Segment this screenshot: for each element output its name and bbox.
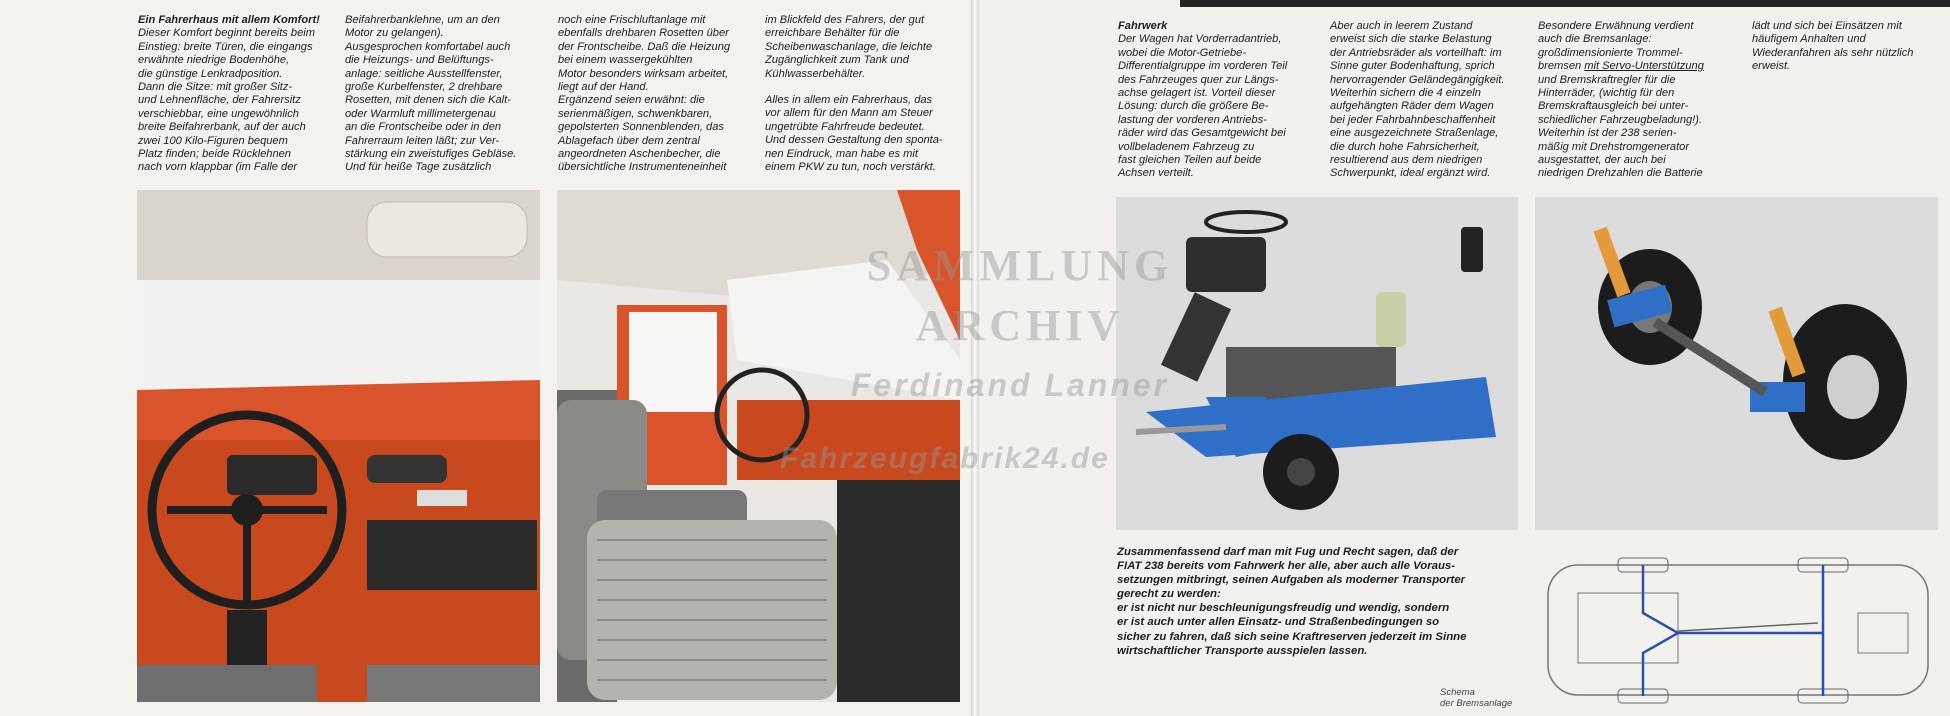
left-column-4 <box>765 14 965 187</box>
watermark-site: Fahrzeugfabrik24.de <box>780 442 1110 475</box>
chassis-heading: Fahrwerk <box>1118 20 1168 32</box>
right-column-3 <box>1538 20 1743 194</box>
left-column-3 <box>558 14 758 188</box>
right-column-1 <box>1118 20 1328 194</box>
brake-scheme-caption: Schema der Bremsanlage <box>1440 687 1513 709</box>
left-column-4-text-1: im Blickfeld des Fahrers, der gut erreichbare Behälter für die Scheibenwaschanlage, die leichte Zugänglichkeit zum Tank und Kühlwasserbehälter. <box>765 14 933 80</box>
page-fold <box>971 0 979 716</box>
dashboard-photo <box>137 190 540 702</box>
left-column-4-text-2: Alles in allem ein Fahrerhaus, das vor allem für den Mann am Steuer ungetrübte Fahrfreude bedeutet. Und dessen Gestaltung den sponta- nen Eindruck, man habe es mit einem PKW zu tun, noch verstärkt. <box>765 94 943 174</box>
top-edge-strip <box>1180 0 1950 7</box>
left-column-1-text: Dieser Komfort beginnt bereits beim Einstieg: breite Türen, die eingangs erwähnte niedrige Bodenhöhe, die günstige Lenkradposition. Dann die Sitze: mit großer Sitz- und Lehnenfläche, der Fahrersitz verschiebbar, eine ungewöhnlich breite Beifahrerbank, auf der auch zwei 100 Kilo-Figuren bequem Platz finden; beide Rücklehnen nach vorn klappbar (im Falle der <box>138 27 315 174</box>
right-column-4-text: lädt und sich bei Einsätzen mit häufigem Anhalten und Wiederanfahren als sehr nützlich erweist. <box>1752 20 1914 73</box>
right-column-3-text <box>1538 20 1743 181</box>
right-column-3-text-b: und Bremskraftregler für die Hinterräder, (wichtig für den Bremskraftausgleich bei unter- schiedlicher Fahrzeugbeladung!). Weiterhin ist der 238 serien- mäßig mit Drehstromgenerator ausgestattet, der auch bei niedrigen Drehzahlen die Batterie <box>1538 73 1703 180</box>
brake-system-schematic <box>1538 553 1938 708</box>
cab-comfort-heading: Ein Fahrerhaus mit allem Komfort! <box>138 14 320 26</box>
right-column-2 <box>1330 20 1535 194</box>
left-column-1 <box>138 14 343 188</box>
right-column-1-text: Der Wagen hat Vorderradantrieb, wobei die Motor-Getriebe- Differentialgruppe im vorderen Teil des Fahrzeuges quer zur Längs- achse gelagert ist. Vorteil dieser Lösung: durch die größere Be- lastung der vorderen Antriebs- räder wird das Gesamtgewicht bei vollbeladenem Fahrzeug zu fast gleichen Teilen auf beide Achsen verteilt. <box>1118 33 1288 180</box>
left-column-3-text: noch eine Frischluftanlage mit ebenfalls drehbaren Rosetten über der Frontscheibe. Daß die Heizung bei einem wassergekühlten Motor besonders wirksam arbeitet, liegt auf der Hand. Ergänzend seien erwähnt: die serienmäßigen, schwenkbaren, gepolsterten Sonnenblenden, das Ablagefach über dem zentral angeordneten Aschenbecher, die übersichtliche Instrumenteneinheit <box>558 14 731 174</box>
chassis-summary-text: Zusammenfassend darf man mit Fug und Recht sagen, daß der FIAT 238 bereits vom Fahrwerk her alle, aber auch alle Voraus- setzungen mitbringt, seinen Aufgaben als moderner Transporter gerecht zu werden: er ist nicht nur beschleunigungsfreudig und wendig, sondern er ist auch unter allen Einsatz- und Straßenbedingungen so sicher zu fahren, daß sich seine Kraftreserven jederzeit im Sinne wirtschaftlicher Transporte ausspielen lassen. <box>1117 546 1467 657</box>
left-column-2-text: Beifahrerbanklehne, um an den Motor zu gelangen). Ausgesprochen komfortabel auch die Heizungs- und Belüftungs- anlage: seitliche Ausstellfenster, große Kurbelfenster, 2 drehbare Rosetten, mit denen sich die Kalt- oder Warmluft millimetergenau an die Frontscheibe oder in den Fahrerraum leiten läßt; zur Ver- stärkung ein zweistufiges Gebläse. Und für heiße Tage zusätzlich <box>345 14 517 174</box>
watermark-sammlung: SAMMLUNG <box>866 241 1174 290</box>
left-column-2 <box>345 14 545 188</box>
right-column-3-text-a: Besondere Erwähnung verdient auch die Bremsanlage: großdimensionierte Trommel- bremsen <box>1538 20 1694 73</box>
right-column-4 <box>1752 20 1942 87</box>
right-column-2-text: Aber auch in leerem Zustand erweist sich die starke Belastung der Antriebsräder als vorteilhaft: im Sinne guter Bodenhaftung, sprich hervorragender Geländegängigkeit. Weiterhin sichern die 4 einzeln aufgehängten Räder dem Wagen bei jeder Fahrbahnbeschaffenheit eine ausgezeichnete Straßenlage, die durch hohe Fahrsicherheit, resultierend aus dem niedrigen Schwerpunkt, ideal ergänzt wird. <box>1330 20 1505 180</box>
rear-axle-photo <box>1535 197 1938 530</box>
watermark-archiv: ARCHIV <box>915 301 1125 350</box>
watermark-name: Ferdinand Lanner <box>850 367 1170 403</box>
servo-underlined-text: mit Servo-Unterstützung <box>1584 60 1704 73</box>
